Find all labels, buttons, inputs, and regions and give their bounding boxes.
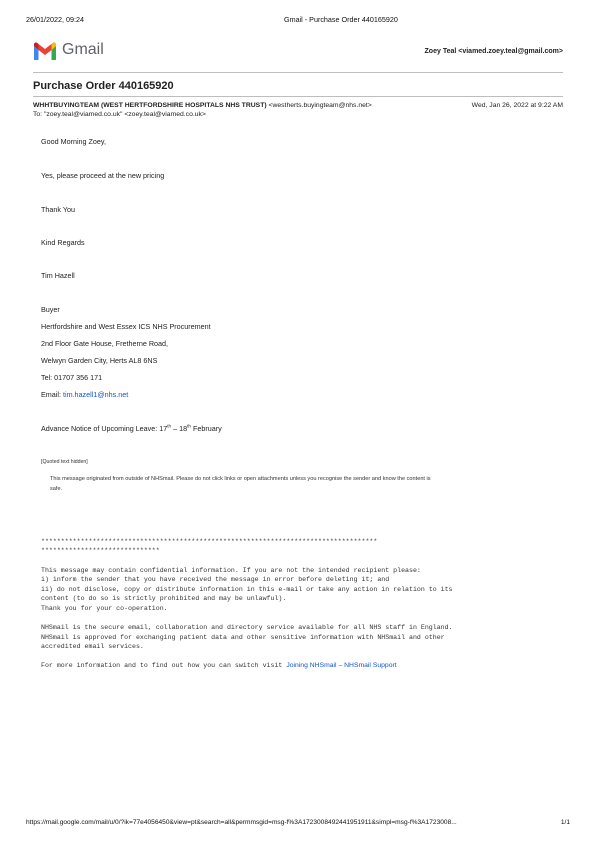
disclaimer-line: content (to do so is strictly prohibited and may be unlawful). (41, 595, 287, 602)
disclaimer-line: NHSmail is approved for exchanging patient data and other sensitive information with NHSmail and other (41, 634, 445, 641)
disclaimer-line: i) inform the sender that you have received the message in error before deleting it; and (41, 576, 390, 583)
email-label: Email: (41, 390, 63, 399)
disclaimer-line: ii) do not disclose, copy or distribute information in this e-mail or take any action in relation to its (41, 586, 453, 593)
signature-org: Hertfordshire and West Essex ICS NHS Procurement (41, 322, 211, 331)
signature-role: Buyer (41, 305, 60, 314)
external-warning-line-2: safe. (50, 486, 63, 492)
disclaimer-stars-1: ************************************************************************************* (41, 538, 378, 545)
signature-email (41, 390, 128, 399)
disclaimer-line: Thank you for your co-operation. (41, 605, 168, 612)
regards-line: Kind Regards (41, 238, 85, 247)
print-title: Gmail - Purchase Order 440165920 (284, 15, 398, 24)
gmail-logo-text: Gmail (62, 41, 104, 58)
disclaimer-line: accredited email services. (41, 643, 144, 650)
quoted-text-toggle[interactable]: [Quoted text hidden] (41, 459, 88, 465)
print-page-number: 1/1 (560, 819, 570, 826)
subject-divider (33, 96, 563, 97)
signature-address-1: 2nd Floor Gate House, Fretherne Road, (41, 339, 169, 348)
email-link[interactable]: tim.hazell1@nhs.net (62, 390, 129, 399)
greeting: Good Morning Zoey, (41, 137, 106, 146)
gmail-logo (33, 42, 57, 66)
nhsmail-support-link[interactable]: Joining NHSmail – NHSmail Support (286, 662, 397, 669)
disclaimer-stars-2: ****************************** (41, 547, 160, 554)
signature-name: Tim Hazell (41, 271, 75, 280)
disclaimer-line: NHSmail is the secure email, collaboration and directory service available for all NHS staff in England. (41, 624, 453, 631)
recipient: To: "zoey.teal@viamed.co.uk" <zoey.teal@viamed.co.uk> (33, 111, 206, 118)
signature-address-2: Welwyn Garden City, Herts AL8 6NS (41, 356, 158, 365)
print-footer-url: https://mail.google.com/mail/u/0/?ik=77e4056450&view=pt&search=all&permmsgid=msg-f%3A1723008492441951911&simpl=msg-f%3A1723008... (26, 819, 457, 826)
leave-notice: Advance Notice of Upcoming Leave: 17th – 18th February (41, 423, 222, 433)
signature-tel: Tel: 01707 356 171 (41, 373, 103, 382)
external-warning-line-1: This message originated from outside of NHSmail. Please do not click links or open attachments unless you recognise the sender and know the content is (50, 476, 431, 482)
sender-name: WHHTBUYINGTEAM (WEST HERTFORDSHIRE HOSPITALS NHS TRUST) (33, 102, 267, 109)
email-subject: Purchase Order 440165920 (33, 80, 174, 92)
header-divider (33, 72, 563, 73)
gmail-m-icon (33, 42, 57, 61)
body-line: Yes, please proceed at the new pricing (41, 171, 165, 180)
disclaimer-more-info: For more information and to find out how you can switch visit Joining NHSmail – NHSmail Support (41, 662, 397, 669)
disclaimer-line: This message may contain confidential information. If you are not the intended recipient please: (41, 567, 421, 574)
sender-address: <westherts.buyingteam@nhs.net> (268, 102, 372, 109)
email-date: Wed, Jan 26, 2022 at 9:22 AM (471, 102, 563, 109)
account-email: Zoey Teal <viamed.zoey.teal@gmail.com> (424, 48, 563, 55)
sender (33, 102, 372, 109)
thanks-line: Thank You (41, 205, 75, 214)
print-datetime: 26/01/2022, 09:24 (26, 15, 84, 24)
